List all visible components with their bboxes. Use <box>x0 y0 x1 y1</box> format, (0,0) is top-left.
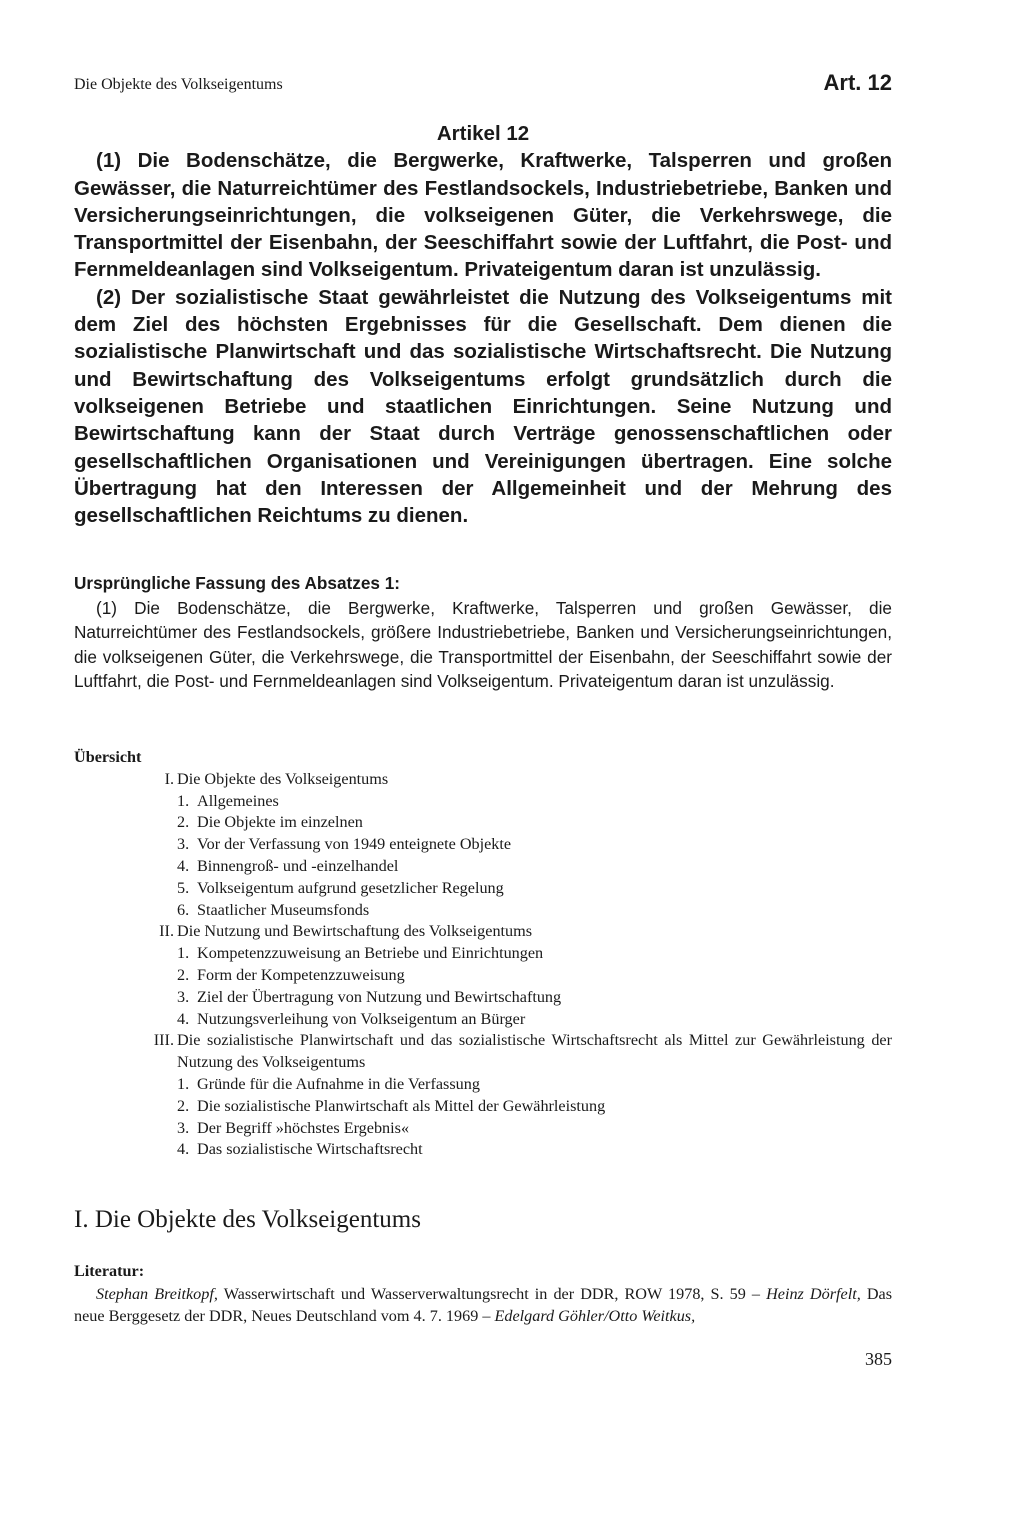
article-paragraph-1: (1) Die Bodenschätze, die Bergwerke, Kraftwerke, Talsperren und großen Gewässer, die Naturreichtümer des Festlandsockels, Industriebetriebe, Banken und Versicherungseinrichtungen, die volkseigenen Güter, die Verkehrswege, die Transportmittel der Eisenbahn, der Seeschiffahrt sowie der Luftfahrt, die Post- und Fernmeldeanlagen sind Volkseigentum. Privateigentum daran ist unzulässig. <box>74 149 892 282</box>
literature-author: Stephan Breitkopf, <box>96 1285 218 1303</box>
overview-section-title: Die Objekte des Volkseigentums <box>177 769 389 788</box>
overview-item: 4. Binnengroß- und -einzelhandel <box>177 856 399 875</box>
overview <box>74 747 892 1161</box>
overview-item: 4. Das sozialistische Wirtschaftsrecht <box>177 1140 423 1159</box>
article-title: Artikel 12 <box>436 122 530 145</box>
overview-section-title: Die sozialistische Planwirtschaft und das sozialistische Wirtschaftsrecht als Mittel zur Gewährleistung der Nutzung des Volkseigentums <box>177 1031 892 1072</box>
overview-item: 2. Die sozialistische Planwirtschaft als Mittel der Gewährleistung <box>177 1096 606 1115</box>
overview-section-number: III. <box>153 1031 174 1050</box>
overview-item: 3. Ziel der Übertragung von Nutzung und Bewirtschaftung <box>177 987 562 1006</box>
overview-item: 3. Vor der Verfassung von 1949 enteignete Objekte <box>177 835 512 854</box>
overview-item: 1. Kompetenzzuweisung an Betriebe und Einrichtungen <box>177 944 544 963</box>
overview-item: 4. Nutzungsverleihung von Volkseigentum an Bürger <box>177 1009 526 1028</box>
overview-section-3 <box>74 1030 892 1074</box>
overview-item: 1. Gründe für die Aufnahme in die Verfassung <box>177 1074 480 1093</box>
overview-section-2 <box>74 921 892 943</box>
page-number: 385 <box>865 1349 892 1369</box>
literature-heading: Literatur: <box>74 1262 145 1280</box>
overview-section-title: Die Nutzung und Bewirtschaftung des Volkseigentums <box>177 922 533 941</box>
overview-item: 3. Der Begriff »höchstes Ergebnis« <box>177 1118 410 1137</box>
running-head-title: Die Objekte des Volkseigentums <box>74 76 283 93</box>
literature-author: Heinz Dörfelt, <box>766 1285 861 1303</box>
overview-item: 5. Volkseigentum aufgrund gesetzlicher Regelung <box>177 878 504 897</box>
section-heading: I. Die Objekte des Volkseigentums <box>74 1206 421 1233</box>
original-version-heading: Ursprüngliche Fassung des Absatzes 1: <box>74 573 401 593</box>
running-head-article: Art. 12 <box>823 70 892 95</box>
overview-section-1 <box>74 769 892 791</box>
overview-section-number: II. <box>159 922 174 941</box>
overview-item: 2. Die Objekte im einzelnen <box>177 813 363 832</box>
overview-item: 2. Form der Kompetenzzuweisung <box>177 965 405 984</box>
article-paragraph-2: (2) Der sozialistische Staat gewährleistet die Nutzung des Volkseigentums mit dem Ziel des höchsten Ergebnisses für die Gesellschaft. Dem dienen die sozialistische Planwirtschaft und das sozialistische Wirtschaftsrecht. Die Nutzung und Bewirtschaftung des Volkseigentums erfolgt grundsätzlich durch die volkseigenen Betriebe und staatlichen Einrichtungen. Seine Nutzung und Bewirtschaftung kann der Staat durch Verträge genossenschaftlichen oder gesellschaftlichen Organisationen und Vereinigungen übertragen. Eine solche Übertragung hat den Interessen der Allgemeinheit und der Mehrung des gesellschaftlichen Reichtums zu dienen. <box>74 285 892 528</box>
literature-text: Stephan Breitkopf, Wasserwirtschaft und Wasserverwaltungsrecht in der DDR, ROW 1978, S. 59 – Heinz Dörfelt, Das neue Berggesetz der DDR, Neues Deutschland vom 4. 7. 1969 – Edelgard Göhler/Otto Weitkus, <box>74 1285 892 1325</box>
original-version-text: (1) Die Bodenschätze, die Bergwerke, Kraftwerke, Talsperren und großen Gewässer, die Naturreichtümer des Festlandsockels, größere Industriebetriebe, Banken und Versicherungseinrichtungen, die volkseigenen Güter, die Verkehrswege, die Transportmittel der Eisenbahn, der Seeschiffahrt sowie der Luftfahrt, die Post- und Fernmeldeanlagen sind Volkseigentum. Privateigentum daran ist unzulässig. <box>74 597 892 692</box>
overview-item: 6. Staatlicher Museumsfonds <box>177 900 370 919</box>
overview-item: 1. Allgemeines <box>177 791 279 810</box>
overview-heading: Übersicht <box>74 748 142 766</box>
original-version <box>74 571 892 694</box>
article-text <box>74 120 892 529</box>
literature-author: Edelgard Göhler/Otto Weitkus, <box>494 1307 696 1325</box>
overview-section-number: I. <box>164 769 174 788</box>
